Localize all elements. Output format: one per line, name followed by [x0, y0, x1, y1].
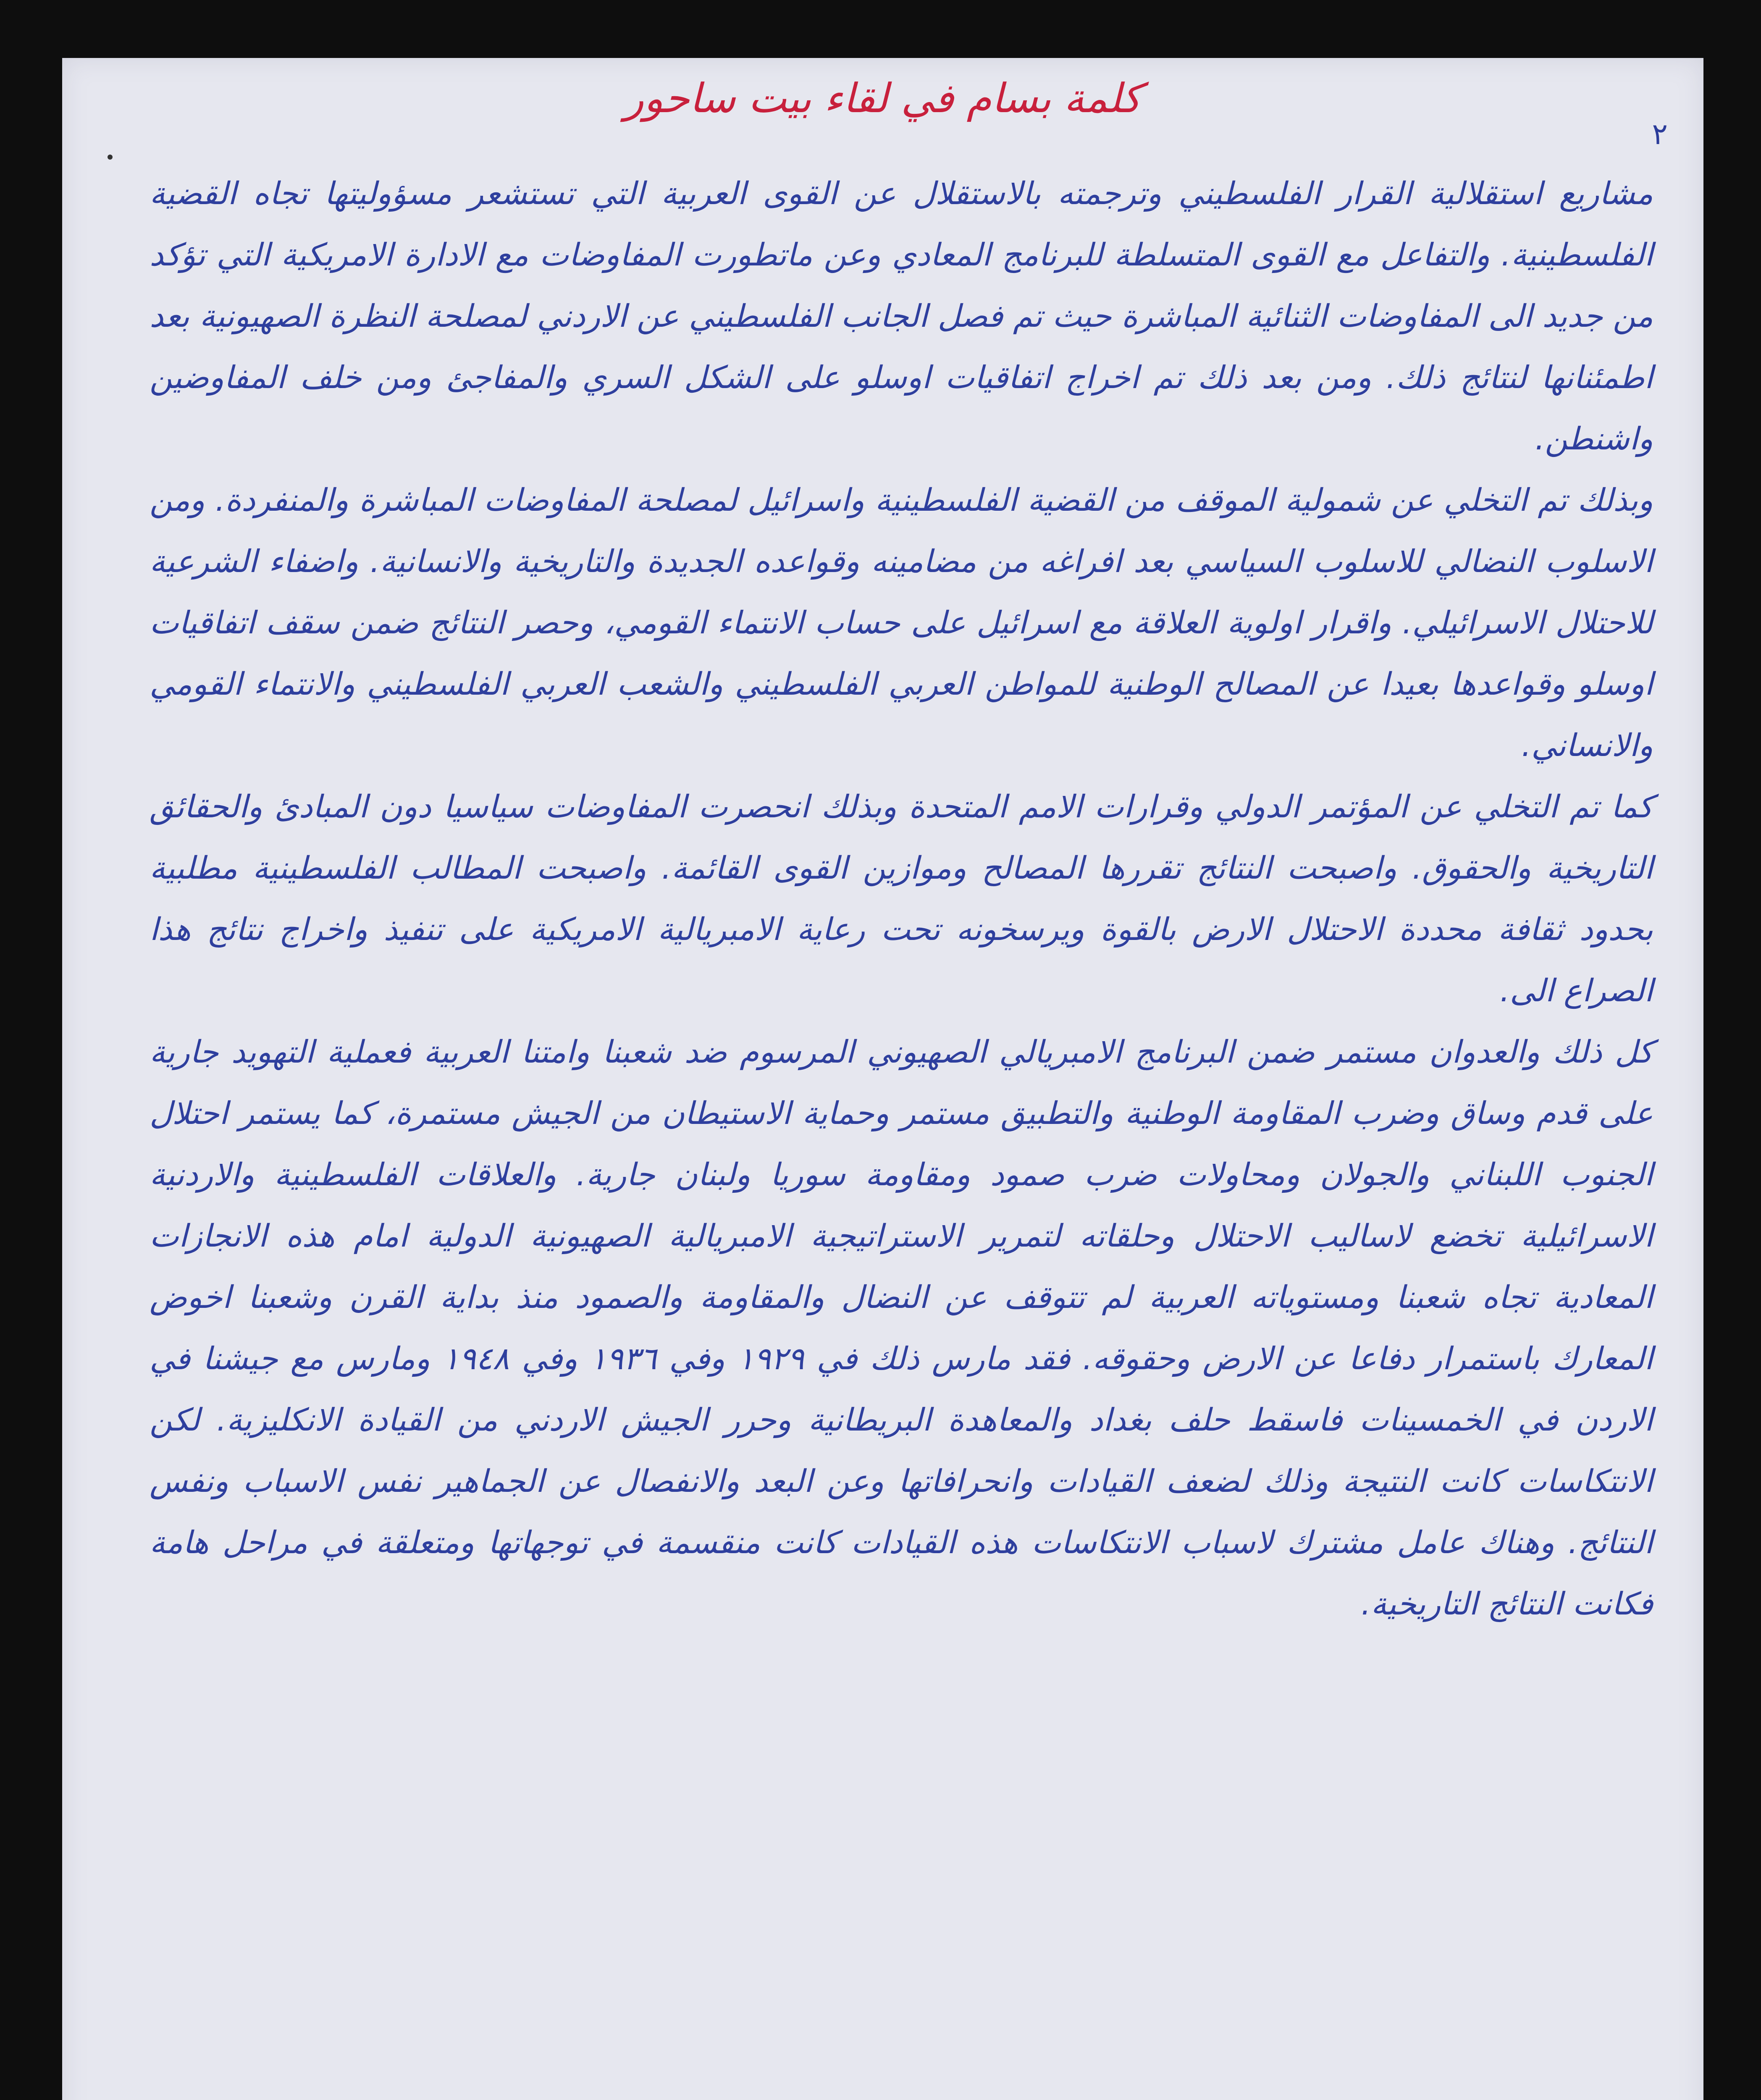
ink-dot	[108, 155, 113, 160]
document-page	[62, 58, 1703, 2100]
page-heading: كلمة بسام في لقاء بيت ساحور	[624, 75, 1142, 122]
paragraph-3: كما تم التخلي عن المؤتمر الدولي وقرارات الامم المتحدة وبذلك انحصرت المفاوضات سياسيا دون المبادئ والحقائق التاريخية والحقوق. واصبحت النتائج تقررها المصالح وموازين القوى القائمة. واصبحت المطالب الفلسطينية مطلبية بحدود ثقافة محددة الاحتلال الارض بالقوة ويرسخونه تحت رعاية الامبريالية الامريكية على تنفيذ واخراج نتائج هذا الصراع الى.	[150, 789, 1653, 1009]
paragraph-1: مشاريع استقلالية القرار الفلسطيني وترجمته بالاستقلال عن القوى العربية التي تستشعر مسؤوليتها تجاه القضية الفلسطينية. والتفاعل مع القوى المتسلطة للبرنامج المعادي وعن ماتطورت المفاوضات مع الادارة الامريكية التي تؤكد من جديد الى المفاوضات الثنائية المباشرة حيث تم فصل الجانب الفلسطيني عن الاردني لمصلحة النظرة الصهيونية بعد اطمئنانها لنتائج ذلك. ومن بعد ذلك تم اخراج اتفاقيات اوسلو على الشكل السري والمفاجئ ومن خلف المفاوضين واشنطن.	[150, 176, 1653, 457]
page-index-mark: ٢	[1652, 117, 1668, 151]
handwritten-body	[150, 163, 1653, 1635]
paragraph-2: وبذلك تم التخلي عن شمولية الموقف من القضية الفلسطينية واسرائيل لمصلحة المفاوضات المباشرة والمنفردة. ومن الاسلوب النضالي للاسلوب السياسي بعد افراغه من مضامينه وقواعده الجديدة والتاريخية والانسانية. واضفاء الشرعية للاحتلال الاسرائيلي. واقرار اولوية العلاقة مع اسرائيل على حساب الانتماء القومي، وحصر النتائج ضمن سقف اتفاقيات اوسلو وقواعدها بعيدا عن المصالح الوطنية للمواطن العربي الفلسطيني والشعب العربي الفلسطيني والانتماء القومي والانساني.	[150, 482, 1653, 764]
paragraph-4: كل ذلك والعدوان مستمر ضمن البرنامج الامبريالي الصهيوني المرسوم ضد شعبنا وامتنا العربية فعملية التهويد جارية على قدم وساق وضرب المقاومة الوطنية والتطبيق مستمر وحماية الاستيطان من الجيش مستمرة، كما يستمر احتلال الجنوب اللبناني والجولان ومحاولات ضرب صمود ومقاومة سوريا ولبنان جارية. والعلاقات الفلسطينية والاردنية الاسرائيلية تخضع لاساليب الاحتلال وحلقاته لتمرير الاستراتيجية الامبريالية الصهيونية الدولية امام هذه الانجازات المعادية تجاه شعبنا ومستوياته العربية لم تتوقف عن النضال والمقاومة والصمود منذ بداية القرن وشعبنا اخوض المعارك باستمرار دفاعا عن الارض وحقوقه. فقد مارس ذلك في ١٩٢٩ وفي ١٩٣٦ وفي ١٩٤٨ ومارس مع جيشنا في الاردن في الخمسينات فاسقط حلف بغداد والمعاهدة البريطانية وحرر الجيش الاردني من القيادة الانكليزية. لكن الانتكاسات كانت النتيجة وذلك لضعف القيادات وانحرافاتها وعن البعد والانفصال عن الجماهير نفس الاسباب ونفس النتائج. وهناك عامل مشترك لاسباب الانتكاسات هذه القيادات كانت منقسمة في توجهاتها ومتعلقة في مراحل هامة فكانت النتائج التاريخية.	[150, 1034, 1653, 1622]
